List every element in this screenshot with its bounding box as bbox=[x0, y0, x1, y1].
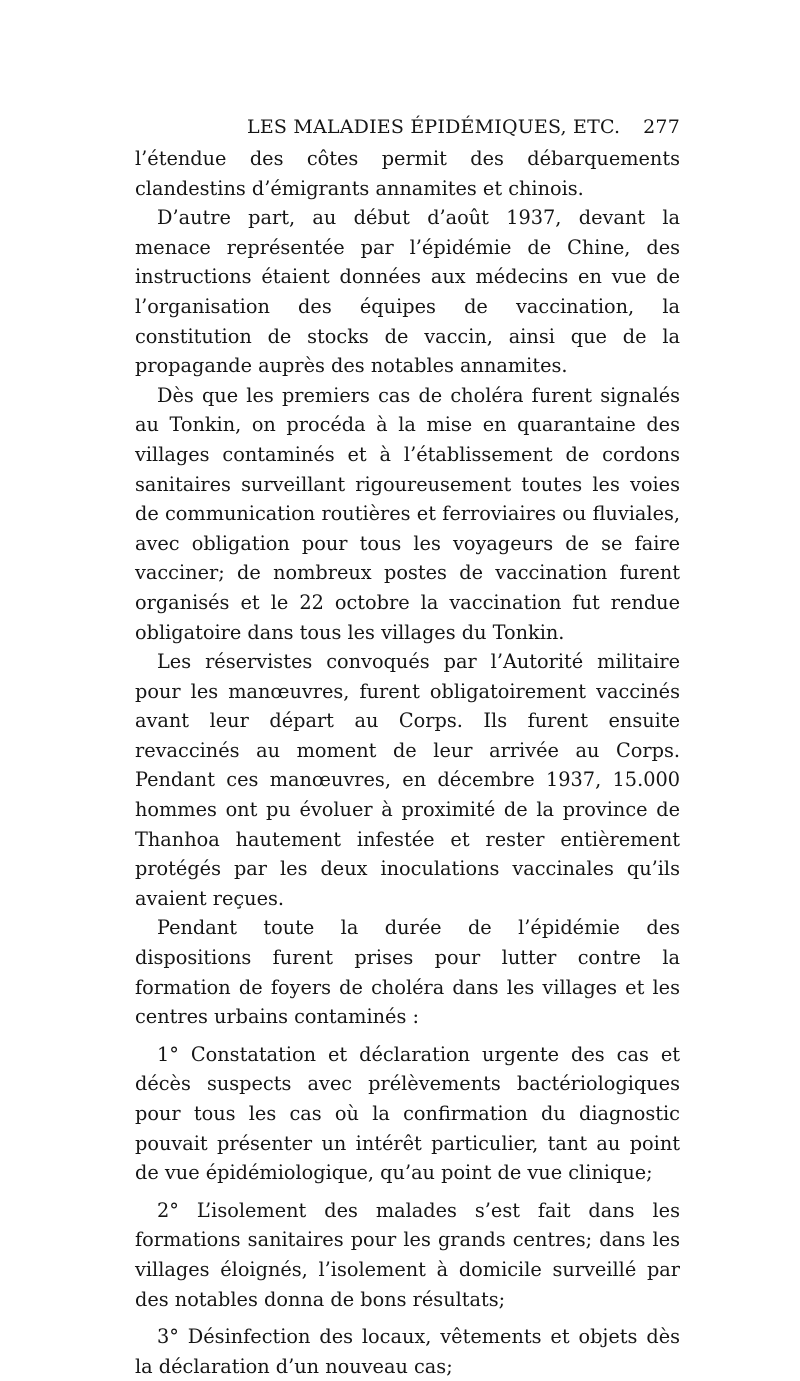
running-head bbox=[135, 112, 680, 144]
list-item-isolation: 2° L’isolement des malades s’est fait dans les formations sanitaires pour les grands centres; dans les villages éloignés, l’isolement à domicile surveillé par des notables donna de bons résultats; bbox=[135, 1198, 680, 1311]
paragraph-continuation: l’étendue des côtes permit des débarquements clandestins d’émigrants annamites et chinois. bbox=[135, 147, 680, 200]
list-item-declaration: 1° Constatation et déclaration urgente des cas et décès suspects avec prélèvements bactériologiques pour tous les cas où la confirmation du diagnostic pouvait présenter un intérêt particulier, tant au point de vue épidémiologique, qu’au point de vue clinique; bbox=[135, 1042, 680, 1185]
body-text bbox=[135, 144, 680, 1381]
running-title: LES MALADIES ÉPIDÉMIQUES, ETC. bbox=[247, 116, 621, 138]
paragraph-instructions: D’autre part, au début d’août 1937, devant la menace représentée par l’épidémie de Chine, des instructions étaient données aux médecins en vue de l’organisation des équipes de vaccination, la constitution de stocks de vaccin, ainsi que de la propagande auprès des notables annamites. bbox=[135, 206, 680, 378]
paragraph-quarantine: Dès que les premiers cas de choléra furent signalés au Tonkin, on procéda à la mise en quarantaine des villages contaminés et à l’établissement de cordons sanitaires surveillant rigoureusement toutes les voies de communication routières et ferroviaires ou fluviales, avec obligation pour tous les voyageurs de se faire vacciner; de nombreux postes de vaccination furent organisés et le 22 octobre la vaccination fut rendue obligatoire dans tous les villages du Tonkin. bbox=[135, 383, 680, 644]
page-number: 277 bbox=[643, 116, 680, 138]
book-page bbox=[135, 112, 680, 1381]
list-item-disinfection: 3° Désinfection des locaux, vêtements et objets dès la déclaration d’un nouveau cas; bbox=[135, 1325, 680, 1378]
paragraph-measures: Pendant toute la durée de l’épidémie des dispositions furent prises pour lutter contre la formation de foyers de choléra dans les villages et les centres urbains contaminés : bbox=[135, 916, 680, 1029]
paragraph-reservists: Les réservistes convoqués par l’Autorité militaire pour les manœuvres, furent obligatoirement vaccinés avant leur départ au Corps. Ils furent ensuite revaccinés au moment de leur arrivée au Corps. Pendant ces manœuvres, en décembre 1937, 15.000 hommes ont pu évoluer à proximité de la province de Thanhoa hautement infestée et rester entièrement protégés par les deux inoculations vaccinales qu’ils avaient reçues. bbox=[135, 650, 680, 910]
